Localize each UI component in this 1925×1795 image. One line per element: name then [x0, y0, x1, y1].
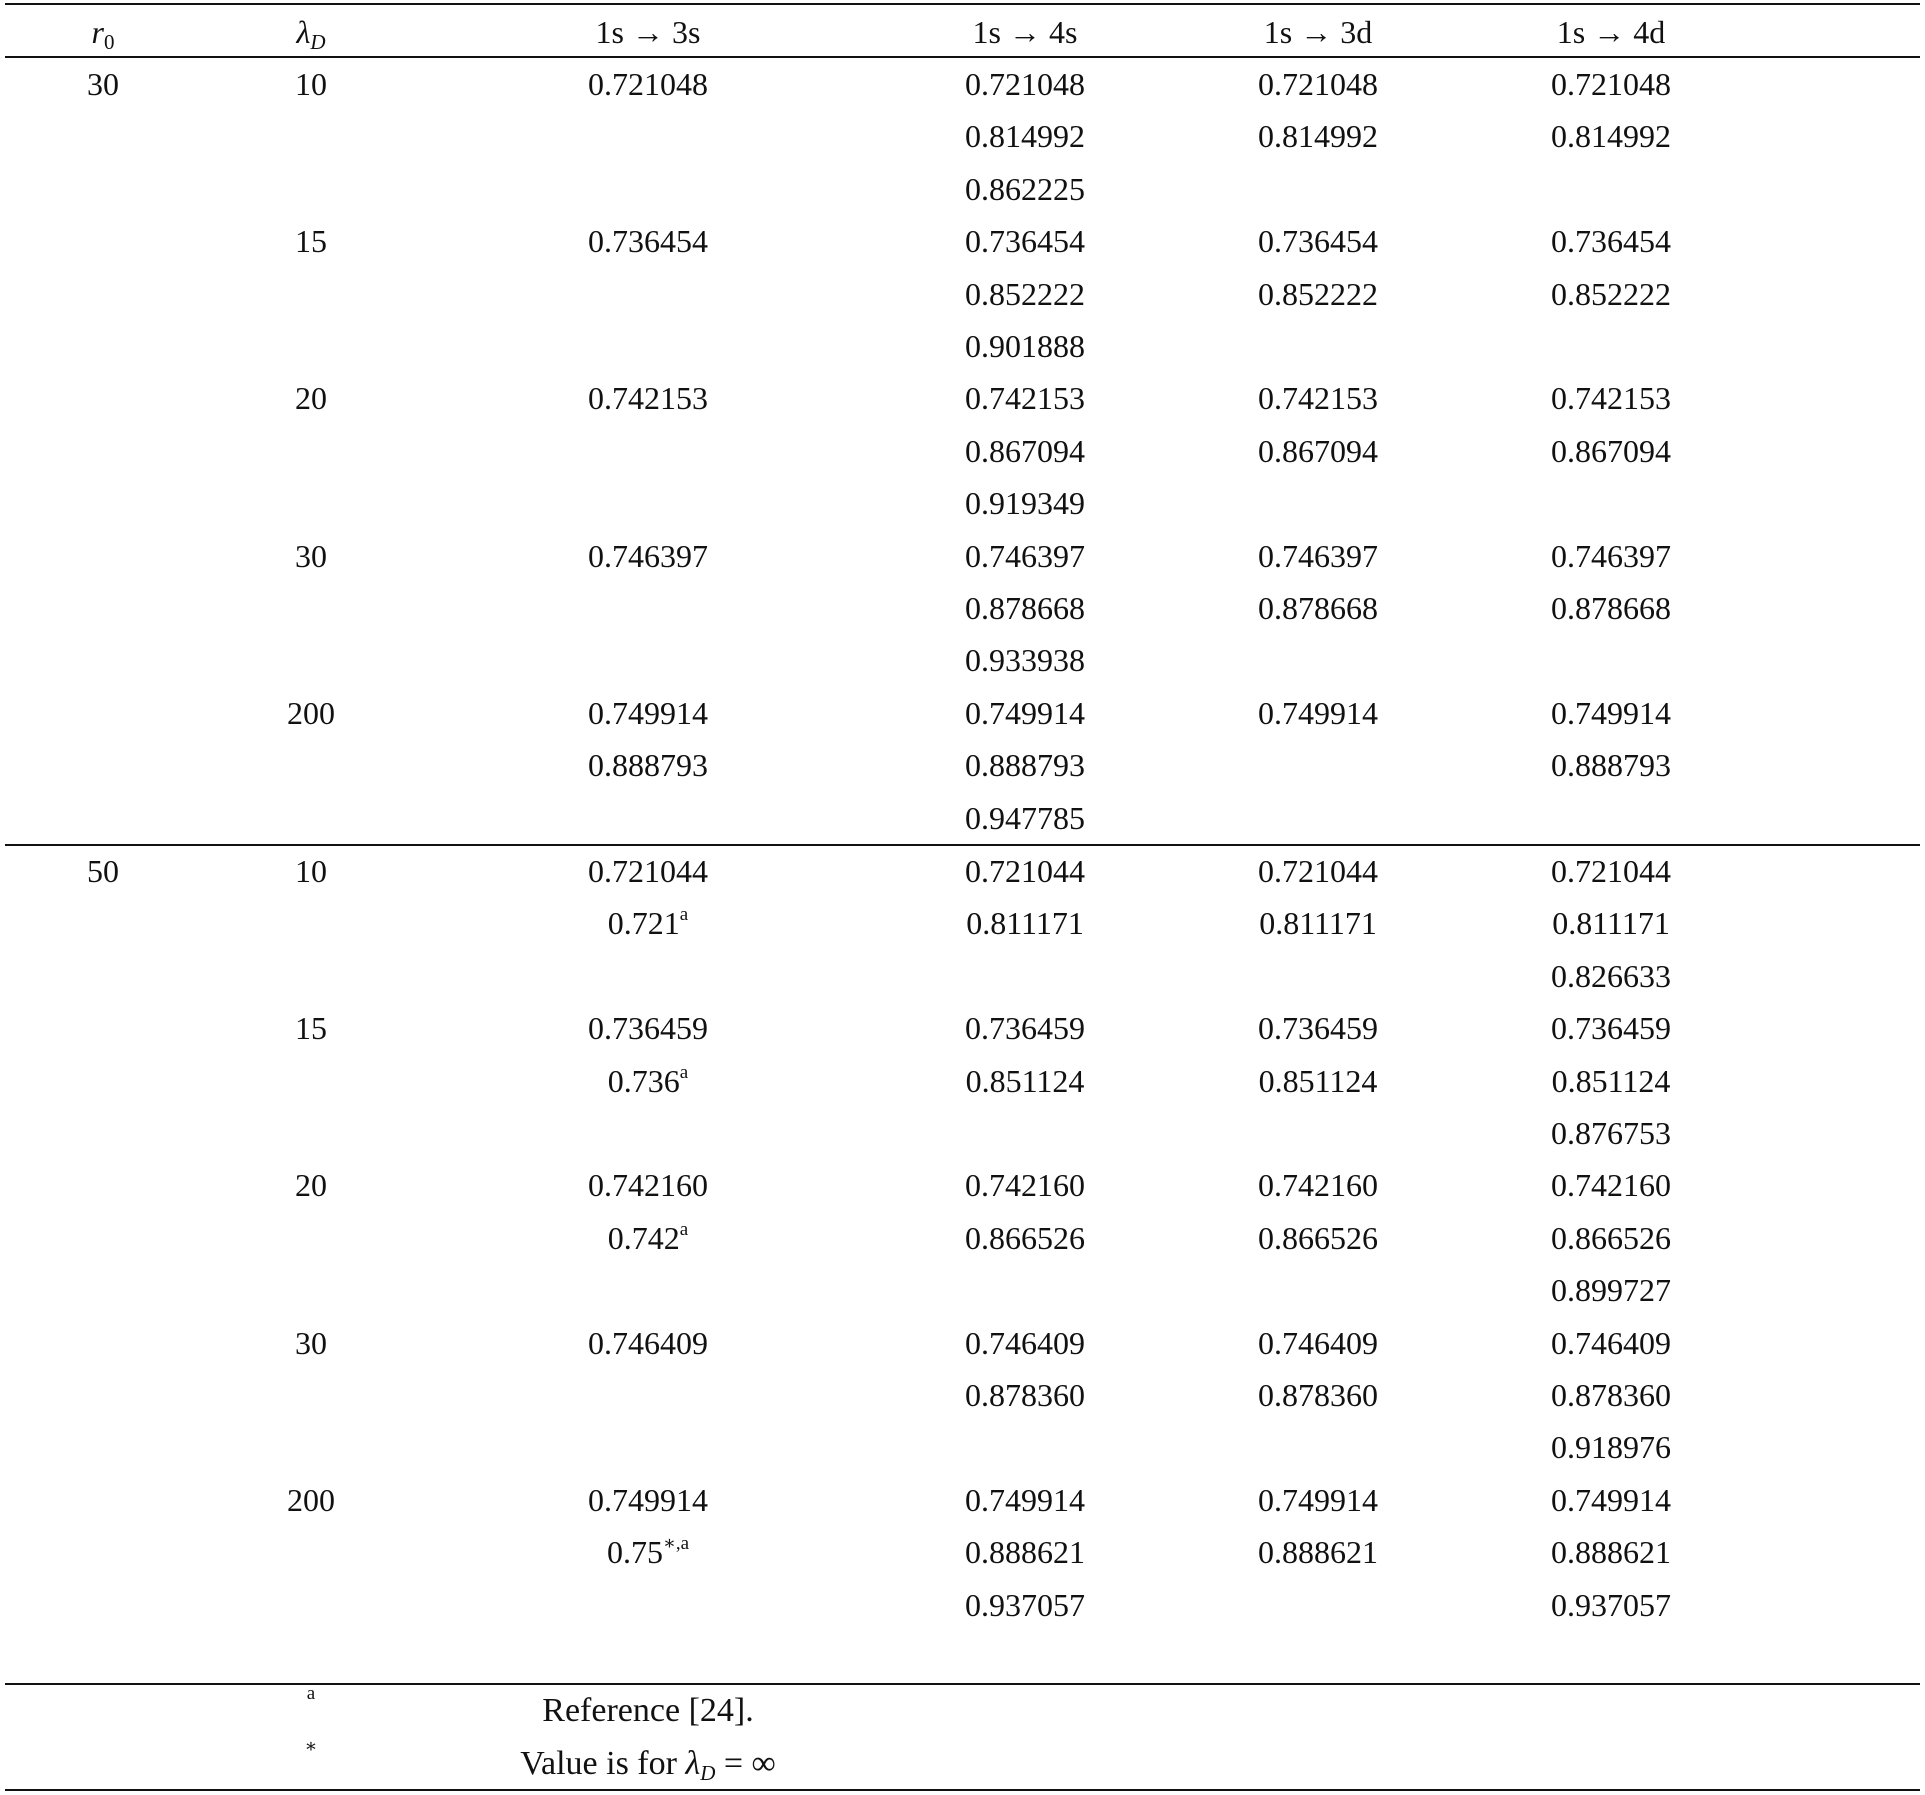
footnote-star-rest: = ∞ [715, 1745, 776, 1782]
header-col-1s-3d: 1s → 3d [1263, 14, 1373, 50]
header-lambda-symbol: λ [296, 14, 311, 50]
reference-superscript: ∗,a [662, 1533, 690, 1555]
lambda-value: 10 [295, 66, 327, 102]
table-cell-c4: 0.852222 [1551, 275, 1671, 312]
reference-value [608, 1218, 688, 1258]
table-cell-c2: 0.742153 [965, 380, 1085, 417]
table-cell-c4: 0.937057 [1551, 1586, 1671, 1623]
lambda-value: 200 [287, 1481, 335, 1518]
table-cell-c1: 0.736454 [588, 223, 708, 260]
footnote-star-prefix: Value is for [520, 1745, 686, 1782]
table-cell-c2: 0.862225 [965, 170, 1085, 207]
table-cell-c4: 0.826633 [1551, 957, 1671, 994]
table-cell-c2: 0.736454 [965, 223, 1085, 260]
footnote-mark-a: a [306, 1683, 316, 1704]
reference-value [607, 1532, 689, 1572]
table-cell-c2: 0.888621 [965, 1534, 1085, 1571]
footnote-rule [5, 1683, 1920, 1685]
reference-number: 0.721 [607, 905, 680, 942]
footnote-mark-star: ∗ [304, 1736, 318, 1757]
table-cell-c4: 0.811171 [1552, 905, 1670, 942]
table-cell-c4: 0.918976 [1551, 1429, 1671, 1466]
table-cell-c3: 0.866526 [1258, 1219, 1378, 1256]
table-cell-c4: 0.721048 [1551, 66, 1671, 102]
table-cell-c1: 0.749914 [588, 1481, 708, 1518]
table-cell-c2: 0.746409 [965, 1324, 1085, 1361]
table-cell-c4: 0.742153 [1551, 380, 1671, 417]
lambda-value: 200 [287, 694, 335, 731]
table-cell-c1: 0.721044 [588, 853, 708, 889]
r0-value: 50 [87, 853, 119, 889]
lambda-value: 10 [295, 853, 327, 889]
table-cell-c2: 0.851124 [965, 1062, 1085, 1099]
header-r0-subscript: 0 [103, 30, 115, 54]
reference-superscript: a [679, 904, 689, 926]
header-col-1s-4s: 1s → 4s [972, 14, 1078, 50]
table-cell-c4: 0.867094 [1551, 432, 1671, 469]
table-cell-c3: 0.736454 [1258, 223, 1378, 260]
table-cell-c2: 0.721048 [965, 66, 1085, 102]
table-cell-c4: 0.742160 [1551, 1167, 1671, 1204]
table-cell-c3: 0.721048 [1258, 66, 1378, 102]
reference-number: 0.75 [606, 1534, 663, 1571]
bottom-rule [5, 1789, 1920, 1791]
table-cell-c3: 0.851124 [1258, 1062, 1378, 1099]
header-lambda-subscript: D [310, 30, 326, 54]
table-cell-c3: 0.878360 [1258, 1377, 1378, 1413]
header-lambda-d [296, 12, 325, 52]
lambda-value: 30 [295, 537, 327, 574]
table-cell-c2: 0.736459 [965, 1010, 1085, 1047]
footnote-star-lambda: λ [685, 1745, 701, 1782]
reference-superscript: a [679, 1218, 689, 1240]
table-cell-c1: 0.746397 [588, 537, 708, 574]
table-cell-c4: 0.888621 [1551, 1534, 1671, 1571]
table-cell-c1: 0.742160 [588, 1167, 708, 1204]
table-cell-c1: 0.746409 [588, 1324, 708, 1361]
footnote-text-star [520, 1744, 776, 1784]
table-cell-c3: 0.742153 [1258, 380, 1378, 417]
table-cell-c2: 0.888793 [965, 747, 1085, 784]
table-cell-c2: 0.852222 [965, 275, 1085, 312]
r0-value: 30 [87, 66, 119, 102]
table-cell-c2: 0.901888 [965, 328, 1085, 364]
table-cell-c3: 0.878668 [1258, 590, 1378, 626]
lambda-value: 15 [295, 1010, 327, 1047]
lambda-value: 20 [295, 380, 327, 417]
table-cell-c4: 0.749914 [1551, 1481, 1671, 1518]
lambda-value: 15 [295, 223, 327, 260]
table-cell-c4: 0.878668 [1551, 590, 1671, 626]
table-cell-c2: 0.867094 [965, 432, 1085, 469]
table-cell-c2: 0.721044 [965, 853, 1085, 889]
footnote-star-subscript: D [700, 1761, 716, 1785]
header-r0 [92, 12, 115, 52]
table-cell-c4: 0.721044 [1551, 853, 1671, 889]
table-cell-c4: 0.876753 [1551, 1115, 1671, 1151]
table-cell-c1: 0.742153 [588, 380, 708, 417]
table-cell-c1: 0.749914 [588, 694, 708, 731]
reference-number: 0.742 [607, 1219, 680, 1256]
table-cell-c4: 0.736459 [1551, 1010, 1671, 1047]
header-rule [5, 56, 1920, 58]
table-cell-c3: 0.749914 [1258, 1481, 1378, 1518]
table-cell-c2: 0.947785 [965, 799, 1085, 836]
table-cell-c2: 0.742160 [965, 1167, 1085, 1204]
table-cell-c2: 0.937057 [965, 1586, 1085, 1623]
table-cell-c4: 0.878360 [1551, 1377, 1671, 1413]
header-r0-symbol: r [91, 14, 104, 50]
table-cell-c2: 0.749914 [965, 1481, 1085, 1518]
reference-value [608, 903, 688, 943]
table-cell-c3: 0.867094 [1258, 432, 1378, 469]
table-cell-c3: 0.746397 [1258, 537, 1378, 574]
reference-value [608, 1061, 688, 1101]
table-cell-c4: 0.749914 [1551, 694, 1671, 731]
table-cell-c1: 0.888793 [588, 747, 708, 784]
table-cell-c1: 0.721048 [588, 66, 708, 102]
table-cell-c3: 0.814992 [1258, 118, 1378, 155]
table-cell-c3: 0.852222 [1258, 275, 1378, 312]
table-cell-c3: 0.742160 [1258, 1167, 1378, 1204]
table-cell-c4: 0.746409 [1551, 1324, 1671, 1361]
table-cell-c2: 0.811171 [966, 905, 1084, 942]
table-cell-c2: 0.746397 [965, 537, 1085, 574]
header-col-1s-4d: 1s → 4d [1556, 14, 1666, 50]
table-cell-c4: 0.899727 [1551, 1272, 1671, 1309]
top-rule [5, 3, 1920, 5]
table-cell-c4: 0.746397 [1551, 537, 1671, 574]
table-cell-c3: 0.811171 [1259, 905, 1377, 942]
reference-number: 0.736 [607, 1062, 680, 1099]
footnote-text-a: Reference [24]. [542, 1692, 754, 1729]
table-cell-c2: 0.866526 [965, 1219, 1085, 1256]
table-cell-c1: 0.736459 [588, 1010, 708, 1047]
table-cell-c3: 0.721044 [1258, 853, 1378, 889]
table-cell-c3: 0.746409 [1258, 1324, 1378, 1361]
table-cell-c2: 0.878668 [965, 590, 1085, 626]
table-cell-c4: 0.814992 [1551, 118, 1671, 155]
lambda-value: 20 [295, 1167, 327, 1204]
reference-superscript: a [679, 1061, 689, 1083]
table-cell-c3: 0.736459 [1258, 1010, 1378, 1047]
header-col-1s-3s: 1s → 3s [595, 14, 701, 50]
table-cell-c2: 0.749914 [965, 694, 1085, 731]
table-cell-c2: 0.919349 [965, 485, 1085, 522]
table-cell-c2: 0.814992 [965, 118, 1085, 155]
table-cell-c2: 0.878360 [965, 1377, 1085, 1413]
block-separator-rule [5, 844, 1920, 846]
table-cell-c4: 0.736454 [1551, 223, 1671, 260]
table-cell-c4: 0.851124 [1551, 1062, 1671, 1099]
table-cell-c4: 0.888793 [1551, 747, 1671, 784]
lambda-value: 30 [295, 1324, 327, 1361]
table-cell-c2: 0.933938 [965, 642, 1085, 679]
table-cell-c3: 0.749914 [1258, 694, 1378, 731]
table-cell-c3: 0.888621 [1258, 1534, 1378, 1571]
table-cell-c4: 0.866526 [1551, 1219, 1671, 1256]
